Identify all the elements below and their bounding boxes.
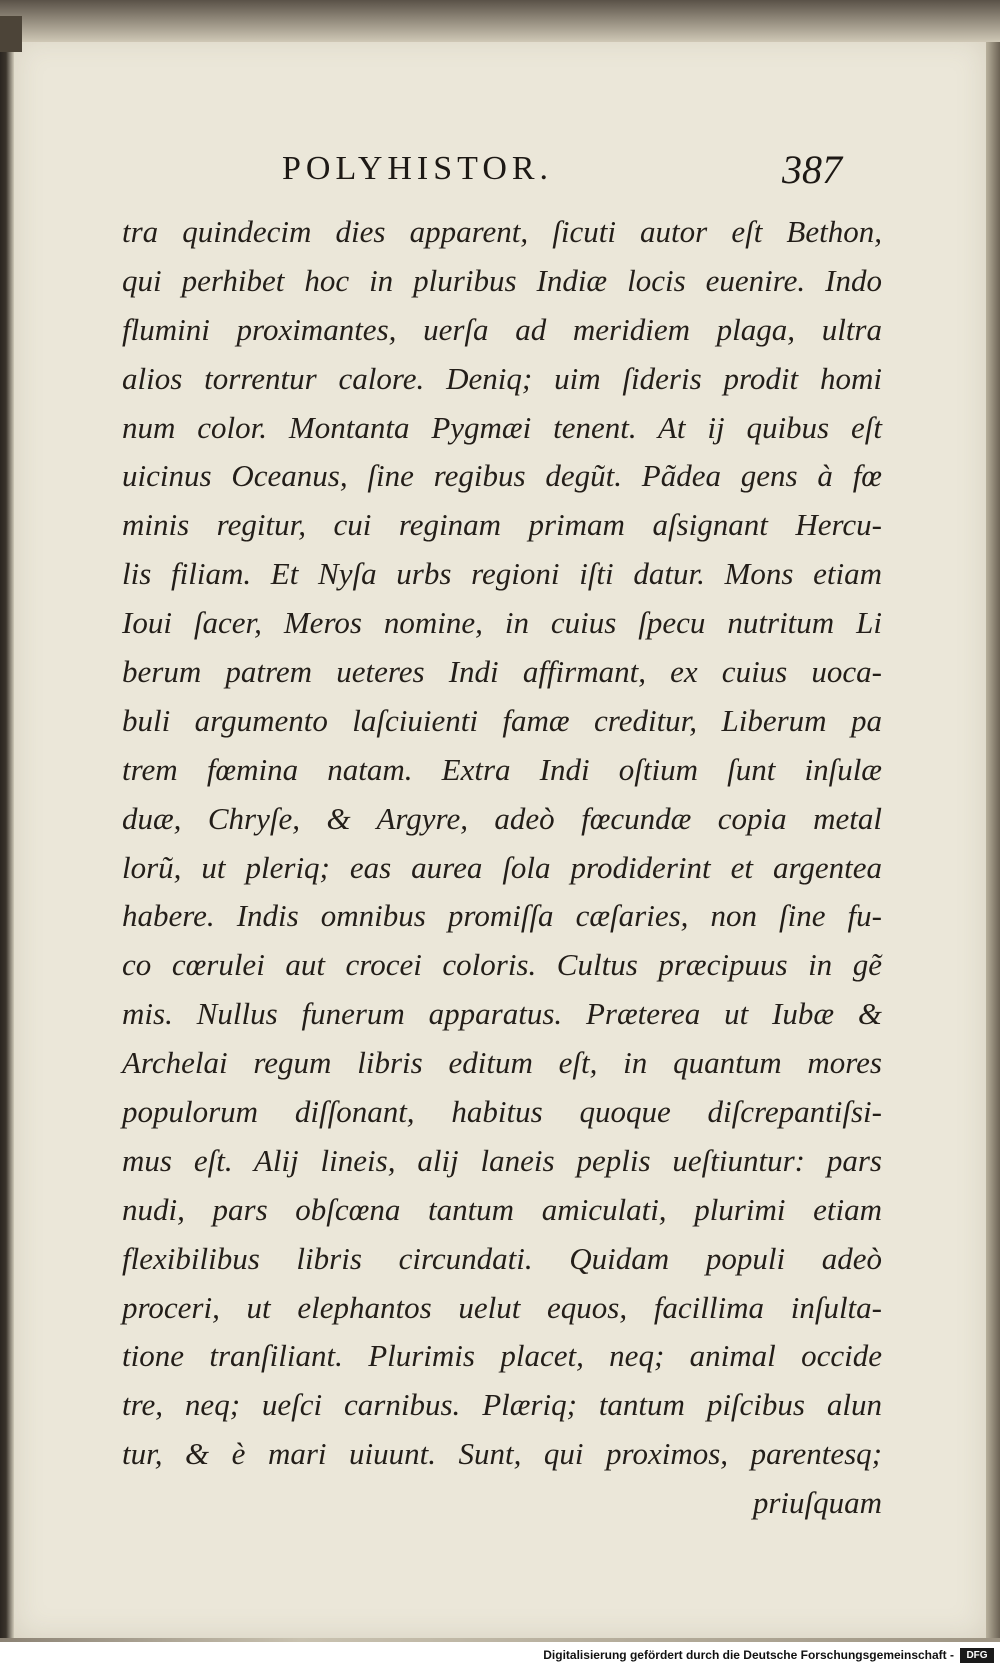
text-line: Archelai regum libris editum eſt, in quantum mores: [122, 1045, 882, 1081]
text-line: flexibilibus libris circundati. Quidam populi adeò: [122, 1240, 882, 1276]
text-line: tur, & è mari uiuunt. Sunt, qui proximos, parentesq;: [122, 1436, 882, 1472]
page-header: [0, 147, 1000, 194]
text-line: buli argumento laſciuienti famæ creditur, Liberum pa: [122, 702, 882, 738]
catchword: priuſquam: [752, 1485, 882, 1521]
body-text: [122, 208, 882, 1528]
text-line: berum patrem ueteres Indi affirmant, ex cuius uoca-: [122, 654, 882, 690]
text-line: minis regitur, cui reginam primam aſsignant Hercu-: [122, 507, 882, 543]
text-line: trem fœmina natam. Extra Indi oſtium ſunt inſulæ: [122, 751, 882, 787]
page-bottom-edge: [0, 1638, 1000, 1642]
text-line: lis filiam. Et Nyſa urbs regioni iſti datur. Mons etiam: [122, 556, 882, 592]
text-line: habere. Indis omnibus promiſſa cæſaries, non ſine fu-: [122, 898, 882, 934]
text-line: num color. Montanta Pygmæi tenent. At ij quibus eſt: [122, 409, 882, 445]
text-line: qui perhibet hoc in pluribus Indiæ locis euenire. Indo: [122, 262, 882, 298]
text-line: tra quindecim dies apparent, ſicuti autor eſt Bethon,: [122, 214, 882, 249]
text-line: duæ, Chryſe, & Argyre, adeò fœcundæ copia metal: [122, 800, 882, 836]
text-line: alios torrentur calore. Deniq; uim ſideris prodit homi: [122, 360, 882, 396]
running-head: POLYHISTOR.: [282, 150, 554, 187]
text-line: co cœrulei aut crocei coloris. Cultus præcipuus in gẽ: [122, 947, 882, 983]
text-line: uicinus Oceanus, ſine regibus degũt. Pãdea gens à fœ: [122, 458, 882, 494]
digitization-footer: [0, 1644, 1000, 1669]
page-top-edge: [0, 0, 1000, 42]
footer-credit: Digitalisierung gefördert durch die Deutsche Forschungsgemeinschaft -: [543, 1648, 954, 1662]
text-line: mis. Nullus funerum apparatus. Præterea ut Iubæ &: [122, 996, 882, 1032]
binding-mark: [0, 16, 22, 52]
text-line: populorum diſſonant, habitus quoque diſcrepantiſsi-: [122, 1094, 882, 1130]
text-line: mus eſt. Alij lineis, alij laneis peplis ueſtiuntur: pars: [122, 1142, 882, 1178]
dfg-logo: DFG: [960, 1648, 994, 1663]
text-line: flumini proximantes, uerſa ad meridiem plaga, ultra: [122, 311, 882, 347]
text-line: tre, neq; ueſci carnibus. Plæriq; tantum piſcibus alun: [122, 1387, 882, 1423]
text-line: nudi, pars obſcœna tantum amiculati, plurimi etiam: [122, 1191, 882, 1227]
text-line: lorũ, ut pleriq; eas aurea ſola prodiderint et argentea: [122, 849, 882, 885]
text-line: proceri, ut elephantos uelut equos, facillima inſulta-: [122, 1289, 882, 1325]
text-line: Ioui ſacer, Meros nomine, in cuius ſpecu nutritum Li: [122, 605, 882, 641]
text-line: tione tranſiliant. Plurimis placet, neq; animal occide: [122, 1338, 882, 1374]
page-number: 387: [782, 147, 842, 192]
